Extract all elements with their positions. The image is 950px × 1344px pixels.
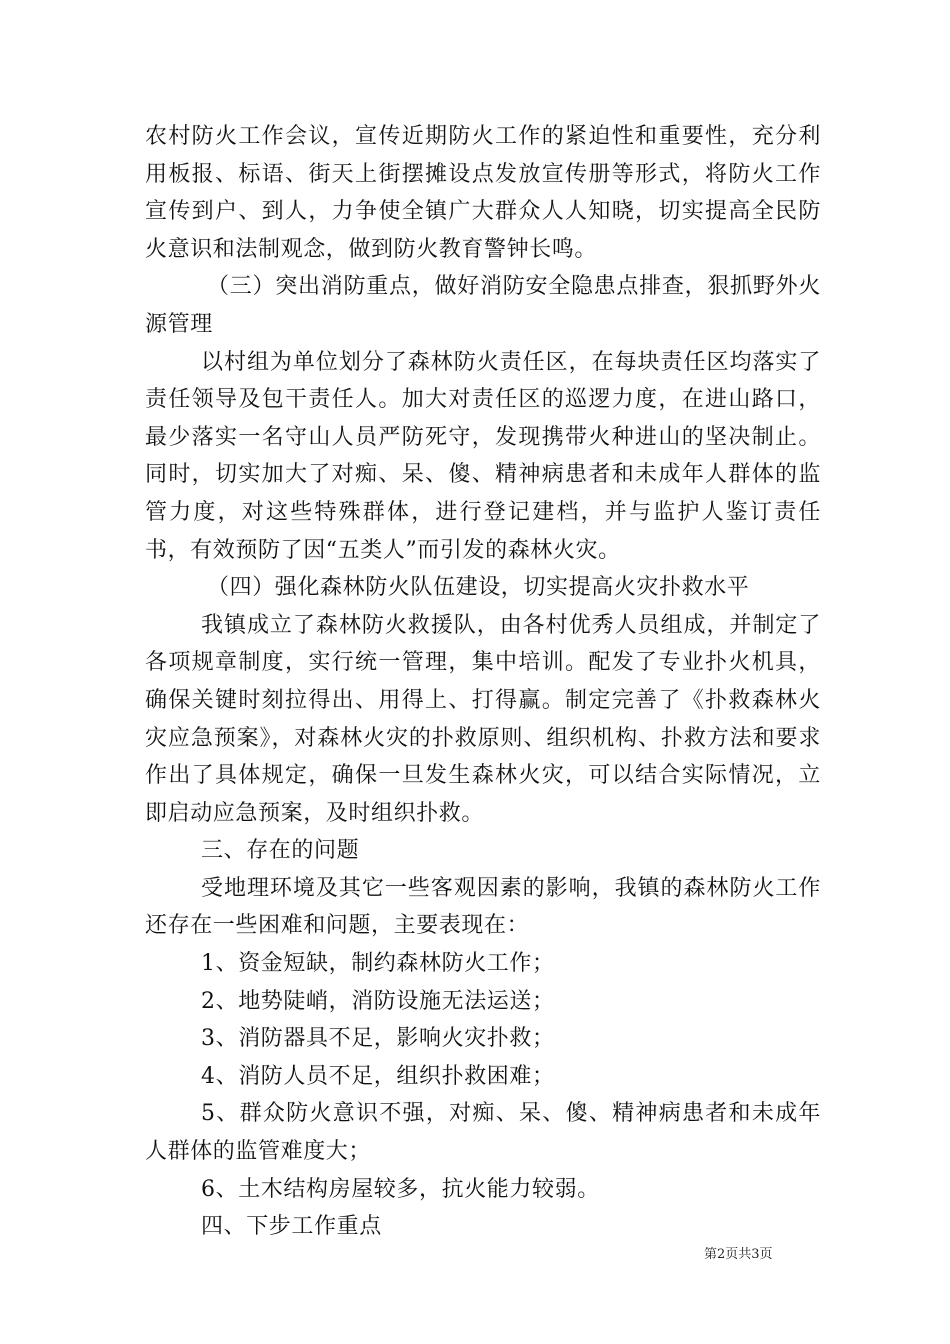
paragraph: 以村组为单位划分了森林防火责任区，在每块责任区均落实了责任领导及包干责任人。加大对责任区的巡逻力度，在进山路口，最少落实一名守山人员严防死守，发现携带火种进山的坚决制止。同时，切实加大了对痴、呆、傻、精神病患者和未成年人群体的监管力度，对这些特殊群体，进行登记建档，并与监护人鉴订责任书，有效预防了因“五类人”而引发的森林火灾。: [145, 349, 821, 563]
paragraph-continued: 农村防火工作会议，宣传近期防火工作的紧迫性和重要性，充分利用板报、标语、街天上街摆摊设点发放宣传册等形式，将防火工作宣传到户、到人，力争使全镇广大群众人人知晓，切实提高全民防火意识和法制观念，做到防火教育警钟长鸣。: [145, 124, 821, 262]
chapter-heading-next-steps: 四、下步工作重点: [201, 1214, 382, 1240]
paragraph: 受地理环境及其它一些客观因素的影响，我镇的森林防火工作还存在一些困难和问题，主要表现在：: [145, 875, 821, 939]
list-item: 4、消防人员不足，组织扑救困难；: [201, 1063, 555, 1089]
list-item: 3、消防器具不足，影响火灾扑救；: [201, 1026, 555, 1052]
section-heading-3: （三）突出消防重点，做好消防安全隐患点排查，狠抓野外火源管理: [145, 274, 821, 337]
list-item: 2、地势陡峭，消防设施无法运送；: [201, 988, 555, 1014]
list-item: 1、资金短缺，制约森林防火工作；: [201, 951, 555, 977]
paragraph: 我镇成立了森林防火救援队，由各村优秀人员组成，并制定了各项规章制度，实行统一管理，集中培训。配发了专业扑火机具，确保关键时刻拉得出、用得上、打得赢。制定完善了《扑救森林火灾应急预案》，对森林火灾的扑救原则、组织机构、扑救方法和要求作出了具体规定，确保一旦发生森林火灾，可以结合实际情况，立即启动应急预案，及时组织扑救。: [145, 612, 821, 826]
document-body: [145, 118, 821, 1246]
section-heading-4: （四）强化森林防火队伍建设，切实提高火灾扑救水平: [207, 575, 750, 601]
list-item: 6、土木结构房屋较多，抗火能力较弱。: [201, 1176, 600, 1202]
chapter-heading-problems: 三、存在的问题: [201, 838, 360, 864]
page-number-footer: 第2页共3页: [704, 1247, 773, 1262]
list-item: 5、群众防火意识不强，对痴、呆、傻、精神病患者和未成年人群体的监管难度大；: [145, 1101, 821, 1165]
